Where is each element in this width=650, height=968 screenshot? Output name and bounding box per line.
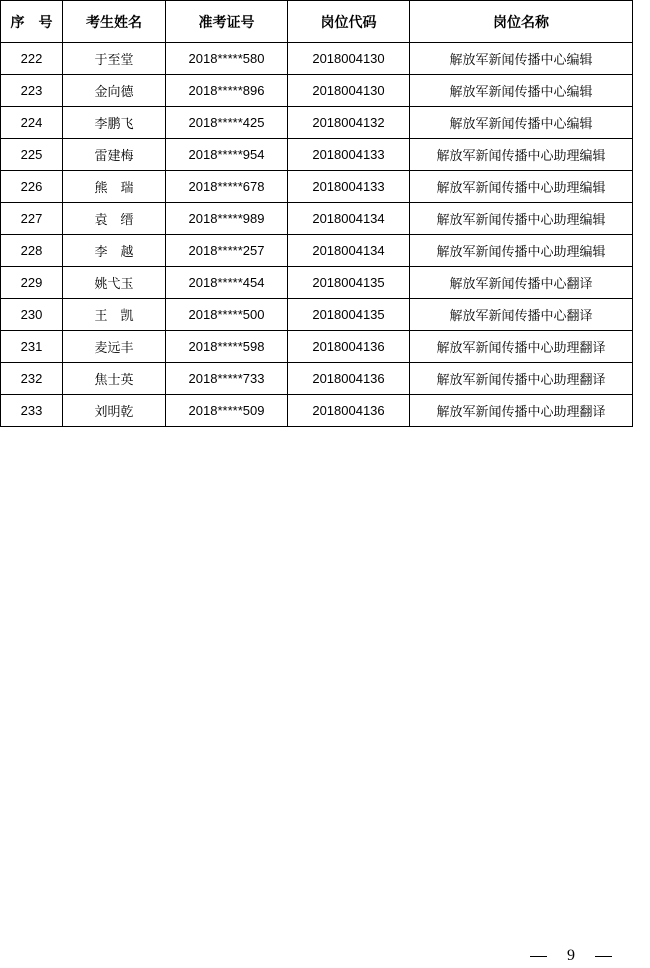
cell-name: 麦远丰 xyxy=(63,331,166,363)
header-name: 考生姓名 xyxy=(63,1,166,43)
cell-exam-id: 2018*****598 xyxy=(166,331,288,363)
cell-post-code: 2018004134 xyxy=(288,235,410,267)
cell-post-name: 解放军新闻传播中心助理编辑 xyxy=(410,235,633,267)
cell-name: 王 凯 xyxy=(63,299,166,331)
cell-exam-id: 2018*****733 xyxy=(166,363,288,395)
header-post-code: 岗位代码 xyxy=(288,1,410,43)
cell-exam-id: 2018*****954 xyxy=(166,139,288,171)
cell-post-code: 2018004133 xyxy=(288,139,410,171)
cell-seq: 222 xyxy=(1,43,63,75)
cell-post-name: 解放军新闻传播中心助理编辑 xyxy=(410,139,633,171)
table-body xyxy=(1,43,633,427)
cell-post-code: 2018004130 xyxy=(288,43,410,75)
cell-seq: 224 xyxy=(1,107,63,139)
cell-post-name: 解放军新闻传播中心编辑 xyxy=(410,43,633,75)
cell-exam-id: 2018*****509 xyxy=(166,395,288,427)
cell-name: 李鹏飞 xyxy=(63,107,166,139)
cell-exam-id: 2018*****500 xyxy=(166,299,288,331)
cell-post-code: 2018004136 xyxy=(288,395,410,427)
cell-seq: 230 xyxy=(1,299,63,331)
cell-seq: 227 xyxy=(1,203,63,235)
header-post-name: 岗位名称 xyxy=(410,1,633,43)
cell-post-name: 解放军新闻传播中心编辑 xyxy=(410,75,633,107)
cell-post-name: 解放军新闻传播中心助理翻译 xyxy=(410,331,633,363)
cell-seq: 233 xyxy=(1,395,63,427)
header-seq: 序 号 xyxy=(1,1,63,43)
cell-seq: 223 xyxy=(1,75,63,107)
table-row xyxy=(1,395,633,427)
header-exam-id: 准考证号 xyxy=(166,1,288,43)
cell-post-code: 2018004135 xyxy=(288,299,410,331)
cell-name: 袁 缙 xyxy=(63,203,166,235)
table-row xyxy=(1,331,633,363)
cell-post-code: 2018004134 xyxy=(288,203,410,235)
cell-post-name: 解放军新闻传播中心编辑 xyxy=(410,107,633,139)
cell-name: 金向德 xyxy=(63,75,166,107)
table-row xyxy=(1,43,633,75)
table-row xyxy=(1,203,633,235)
cell-name: 焦士英 xyxy=(63,363,166,395)
table-header xyxy=(1,1,633,43)
cell-exam-id: 2018*****425 xyxy=(166,107,288,139)
cell-exam-id: 2018*****896 xyxy=(166,75,288,107)
cell-post-name: 解放军新闻传播中心助理翻译 xyxy=(410,395,633,427)
cell-exam-id: 2018*****454 xyxy=(166,267,288,299)
cell-post-code: 2018004130 xyxy=(288,75,410,107)
cell-exam-id: 2018*****580 xyxy=(166,43,288,75)
cell-name: 刘明乾 xyxy=(63,395,166,427)
cell-seq: 229 xyxy=(1,267,63,299)
cell-name: 姚弋玉 xyxy=(63,267,166,299)
table-row xyxy=(1,299,633,331)
cell-seq: 225 xyxy=(1,139,63,171)
footer-left-dash xyxy=(530,956,547,957)
cell-post-name: 解放军新闻传播中心助理编辑 xyxy=(410,203,633,235)
table-row xyxy=(1,363,633,395)
cell-post-code: 2018004135 xyxy=(288,267,410,299)
candidate-table xyxy=(0,0,633,427)
cell-post-name: 解放军新闻传播中心助理翻译 xyxy=(410,363,633,395)
cell-name: 熊 瑞 xyxy=(63,171,166,203)
cell-name: 李 越 xyxy=(63,235,166,267)
footer-right-dash xyxy=(595,956,612,957)
cell-post-code: 2018004133 xyxy=(288,171,410,203)
header-row xyxy=(1,1,633,43)
page-footer xyxy=(530,946,612,966)
table-row xyxy=(1,267,633,299)
table-row xyxy=(1,171,633,203)
cell-exam-id: 2018*****257 xyxy=(166,235,288,267)
page-number: 9 xyxy=(567,947,575,964)
cell-seq: 228 xyxy=(1,235,63,267)
cell-name: 雷建梅 xyxy=(63,139,166,171)
cell-exam-id: 2018*****989 xyxy=(166,203,288,235)
cell-post-code: 2018004132 xyxy=(288,107,410,139)
table-row xyxy=(1,139,633,171)
cell-seq: 231 xyxy=(1,331,63,363)
table-row xyxy=(1,75,633,107)
cell-post-code: 2018004136 xyxy=(288,363,410,395)
cell-post-name: 解放军新闻传播中心翻译 xyxy=(410,267,633,299)
table-row xyxy=(1,107,633,139)
table-row xyxy=(1,235,633,267)
cell-post-name: 解放军新闻传播中心助理编辑 xyxy=(410,171,633,203)
cell-seq: 226 xyxy=(1,171,63,203)
cell-seq: 232 xyxy=(1,363,63,395)
cell-post-code: 2018004136 xyxy=(288,331,410,363)
cell-name: 于至堂 xyxy=(63,43,166,75)
cell-post-name: 解放军新闻传播中心翻译 xyxy=(410,299,633,331)
cell-exam-id: 2018*****678 xyxy=(166,171,288,203)
